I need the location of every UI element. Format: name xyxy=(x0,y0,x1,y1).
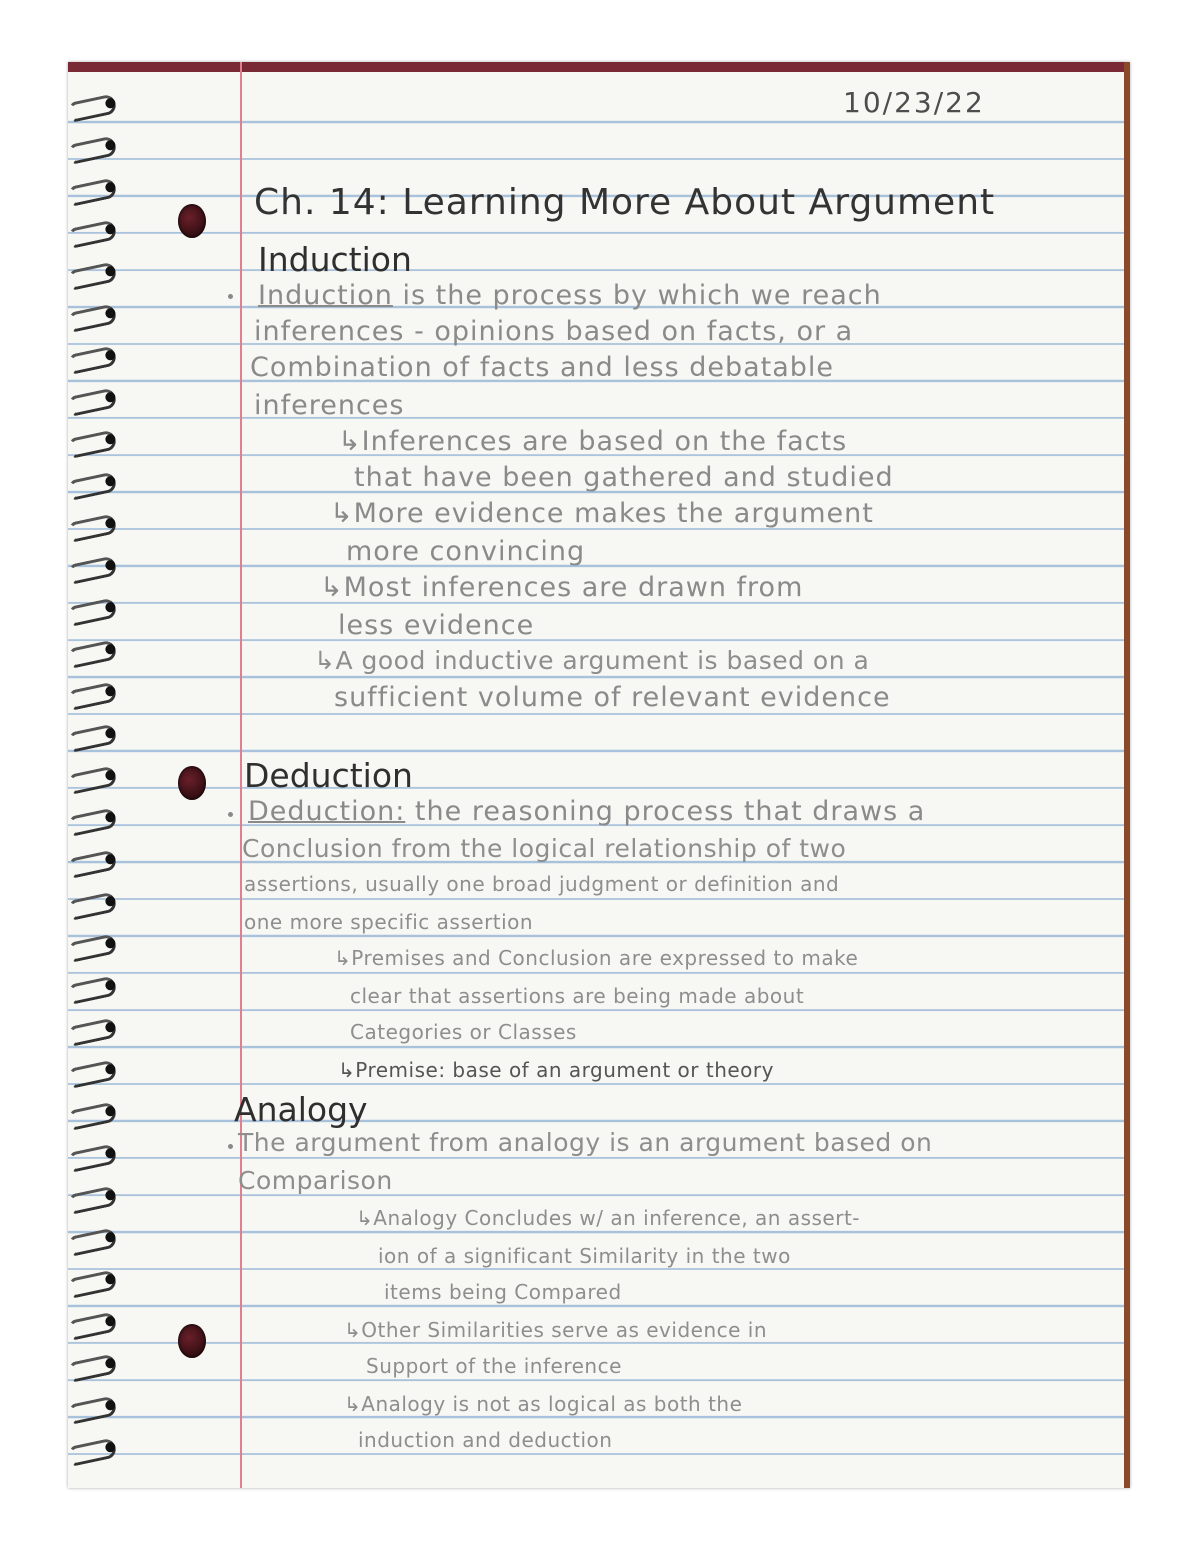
spiral-coil xyxy=(68,1017,117,1046)
notebook-page xyxy=(68,62,1130,1488)
deduction-note-line: Categories or Classes xyxy=(350,1020,577,1044)
deduction-definition-line: assertions, usually one broad judgment or definition and xyxy=(244,872,840,896)
page-top-edge xyxy=(68,62,1130,72)
analogy-definition-line: The argument from analogy is an argument based on xyxy=(238,1128,933,1157)
spiral-coil xyxy=(68,1311,117,1340)
spiral-coil xyxy=(68,849,117,878)
spiral-coil xyxy=(68,1059,117,1088)
induction-definition-line: Induction is the process by which we reach xyxy=(258,280,882,311)
bullet-dot xyxy=(228,1144,233,1149)
page-right-edge xyxy=(1124,62,1130,1488)
spiral-coil xyxy=(68,177,117,206)
spiral-coil xyxy=(68,387,117,416)
induction-note-line: more convincing xyxy=(346,536,586,567)
analogy-definition-line: Comparison xyxy=(238,1166,393,1195)
induction-note-line: that have been gathered and studied xyxy=(354,462,894,493)
induction-note-line: ↳Inferences are based on the facts xyxy=(338,426,848,457)
spiral-coil xyxy=(68,975,117,1004)
deduction-definition-line: Deduction: the reasoning process that draws a xyxy=(248,796,926,827)
spiral-coil xyxy=(68,429,117,458)
spiral-coil xyxy=(68,1437,117,1466)
spiral-coil xyxy=(68,1395,117,1424)
spiral-coil xyxy=(68,345,117,374)
bullet-dot xyxy=(228,812,233,817)
punch-hole xyxy=(178,766,206,800)
induction-note-line: sufficient volume of relevant evidence xyxy=(334,682,891,713)
analogy-note-line: ↳Analogy is not as logical as both the xyxy=(344,1392,743,1416)
induction-term: Induction xyxy=(258,280,393,311)
spiral-coil xyxy=(68,303,117,332)
punch-hole xyxy=(178,204,206,238)
spiral-coil xyxy=(68,1269,117,1298)
analogy-note-line: ↳Analogy Concludes w/ an inference, an assert- xyxy=(356,1206,861,1230)
spiral-coil xyxy=(68,1101,117,1130)
spiral-coil xyxy=(68,891,117,920)
deduction-definition-line: Conclusion from the logical relationship of two xyxy=(242,834,847,863)
analogy-heading: Analogy xyxy=(234,1090,368,1129)
spiral-coil xyxy=(68,261,117,290)
analogy-note-line: ion of a significant Similarity in the two xyxy=(378,1244,791,1268)
analogy-note-line: induction and deduction xyxy=(358,1428,613,1452)
deduction-term: Deduction: xyxy=(248,796,406,827)
induction-definition-line: Combination of facts and less debatable xyxy=(250,352,835,383)
spiral-coil xyxy=(68,765,117,794)
margin-line xyxy=(240,62,242,1488)
induction-note-line: less evidence xyxy=(338,610,535,641)
induction-heading: Induction xyxy=(258,240,412,279)
deduction-note-line: clear that assertions are being made about xyxy=(350,984,805,1008)
spiral-coil xyxy=(68,219,117,248)
spiral-coil xyxy=(68,513,117,542)
deduction-note-line: ↳Premises and Conclusion are expressed to make xyxy=(334,946,859,970)
analogy-note-line: Support of the inference xyxy=(366,1354,622,1378)
spiral-coil xyxy=(68,555,117,584)
induction-note-line: ↳Most inferences are drawn from xyxy=(320,572,804,603)
spiral-coil xyxy=(68,471,117,500)
spiral-coil xyxy=(68,1185,117,1214)
deduction-definition-line: one more specific assertion xyxy=(244,910,534,934)
spiral-coil xyxy=(68,639,117,668)
spiral-coil xyxy=(68,1227,117,1256)
induction-definition-line: inferences xyxy=(254,390,405,421)
spiral-coil xyxy=(68,1143,117,1172)
spiral-coil xyxy=(68,1353,117,1382)
induction-note-line: ↳A good inductive argument is based on a xyxy=(314,646,870,675)
spiral-coil xyxy=(68,135,117,164)
spiral-coil xyxy=(68,807,117,836)
page-title: Ch. 14: Learning More About Argument xyxy=(254,182,996,223)
punch-hole xyxy=(178,1324,206,1358)
spiral-coil xyxy=(68,723,117,752)
induction-note-line: ↳More evidence makes the argument xyxy=(330,498,874,529)
bullet-dot xyxy=(228,294,233,299)
spiral-coil xyxy=(68,933,117,962)
analogy-note-line: ↳Other Similarities serve as evidence in xyxy=(344,1318,768,1342)
spiral-binding xyxy=(68,92,116,1488)
spiral-coil xyxy=(68,93,117,122)
date: 10/23/22 xyxy=(843,86,985,119)
deduction-heading: Deduction xyxy=(244,756,413,795)
deduction-note-line: ↳Premise: base of an argument or theory xyxy=(338,1058,774,1082)
spiral-coil xyxy=(68,681,117,710)
analogy-note-line: items being Compared xyxy=(384,1280,622,1304)
spiral-coil xyxy=(68,597,117,626)
induction-definition-line: inferences - opinions based on facts, or a xyxy=(254,316,854,347)
